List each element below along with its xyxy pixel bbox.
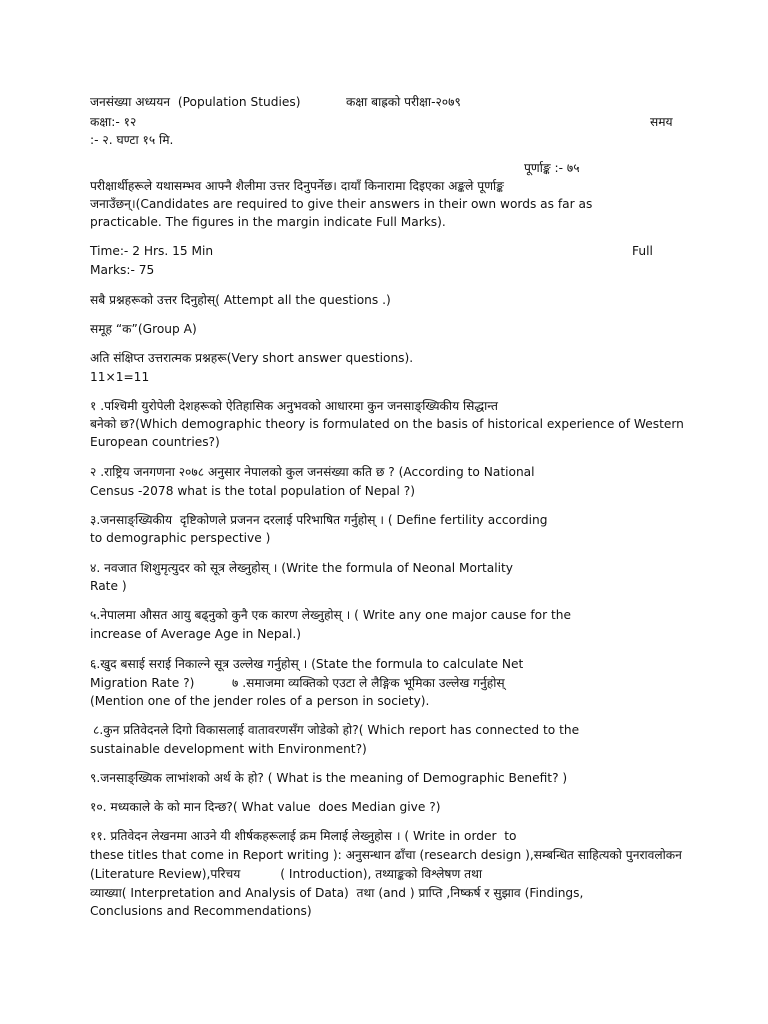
q9-line-1 bbox=[90, 769, 567, 787]
q1-line-3: European countries?) bbox=[90, 435, 220, 449]
full-marks-en-b: Marks:- 75 bbox=[90, 263, 155, 277]
q6-line-2: Migration Rate ?) bbox=[90, 676, 195, 690]
q3-en: ( Define fertility according bbox=[384, 513, 548, 527]
q9-np: ९.जनसाङ्ख्यिक लाभांशको अर्थ के हो? bbox=[90, 771, 264, 785]
instruction-line-3: practicable. The figures in the margin indicate Full Marks). bbox=[90, 215, 446, 229]
q1-line-1: १ .पश्चिमी युरोपेली देशहरूको ऐतिहासिक अनुभवको आधारमा कुन जनसाङ्ख्यिकीय सिद्धान्त bbox=[90, 399, 499, 413]
q4-line-2: Rate ) bbox=[90, 579, 127, 593]
q4-np: ४. नवजात शिशुमृत्युदर को सूत्र लेख्नुहोस् । bbox=[90, 561, 278, 575]
q11-text: ( Interpretation and Analysis of Data) bbox=[121, 886, 357, 900]
q8-line-2: sustainable development with Environment?) bbox=[90, 742, 367, 756]
subject-np: जनसंख्या अध्ययन bbox=[90, 95, 171, 109]
q2-line-1 bbox=[90, 463, 535, 481]
q3-np: ३.जनसाङ्ख्यिकीय दृष्टिकोणले प्रजनन दरलाई परिभाषित गर्नुहोस् । bbox=[90, 513, 384, 527]
q11-text: परिचय bbox=[210, 867, 241, 881]
q11-line-2 bbox=[90, 846, 682, 864]
time-en: Time:- 2 Hrs. 15 Min bbox=[90, 244, 214, 258]
q11-np: ११. प्रतिवेदन लेखनमा आउने यी शीर्षकहरूलाई क्रम मिलाई लेख्नुहोस । bbox=[90, 829, 401, 843]
q8-line-1 bbox=[93, 721, 579, 739]
q4-en: (Write the formula of Neonal Mortality bbox=[277, 561, 513, 575]
q11-text: व्याख्या bbox=[90, 886, 122, 900]
q11-line-5: Conclusions and Recommendations) bbox=[90, 904, 312, 918]
q9-en: ( What is the meaning of Demographic Benefit? ) bbox=[263, 771, 568, 785]
vsaq-en: (Very short answer questions). bbox=[226, 351, 414, 365]
q11-text: तथ्याङ्कको विश्लेषण तथा bbox=[375, 867, 483, 881]
q11-text: तथा bbox=[356, 886, 375, 900]
q11-text: these titles that come in Report writing ): bbox=[90, 848, 346, 862]
q10-en: ( What value does Median give ?) bbox=[232, 800, 441, 814]
q11-text: (research design ), bbox=[415, 848, 534, 862]
q6-np: ६.खुद बसाई सराई निकाल्ने सूत्र उल्लेख गर्नुहोस् । bbox=[90, 657, 308, 671]
q6-line-1 bbox=[90, 655, 523, 673]
q3-line-1 bbox=[90, 511, 547, 529]
q7-line-1: ७ .समाजमा व्यक्तिको एउटा ले लैङ्गिक भूमिका उल्लेख गर्नुहोस् bbox=[232, 676, 505, 690]
q2-np: २ .राष्ट्रिय जनगणना २०७८ अनुसार नेपालको कुल जनसंख्या कति छ ? bbox=[90, 465, 395, 479]
q2-en: (According to National bbox=[394, 465, 535, 479]
q11-text: सम्बन्धित साहित्यको पुनरावलोकन bbox=[533, 848, 682, 862]
q5-line-1 bbox=[90, 606, 571, 624]
header-line-1 bbox=[90, 93, 300, 111]
full-marks-np: पूर्णाङ्क :- ७५ bbox=[524, 161, 580, 175]
attempt-en: ( Attempt all the questions .) bbox=[215, 293, 391, 307]
attempt-all bbox=[90, 291, 391, 309]
q10-line-1 bbox=[90, 798, 440, 816]
time-np-label: समय bbox=[650, 115, 673, 129]
exam-title: कक्षा बाह्रको परीक्षा-२०७९ bbox=[346, 95, 461, 109]
q8-en: ( Which report has connected to the bbox=[358, 723, 580, 737]
q11-en: ( Write in order to bbox=[400, 829, 517, 843]
q1-np-2: बनेको छ? bbox=[90, 417, 136, 431]
instruction-line-1: परीक्षार्थीहरूले यथासम्भव आफ्नै शैलीमा उत्तर दिनुपर्नेछ। दायाँ किनारामा दिइएका अङ्कले पूर्णाङ्क bbox=[90, 179, 504, 193]
q1-en: (Which demographic theory is formulated on the basis of historical experience of Western bbox=[135, 417, 684, 431]
q11-text: (Findings, bbox=[520, 886, 584, 900]
group-np: समूह “क” bbox=[90, 322, 138, 336]
instruction-np: जनाउँछन्। bbox=[90, 197, 136, 211]
subject-en: (Population Studies) bbox=[177, 95, 301, 109]
q11-line-3 bbox=[90, 865, 482, 883]
q11-text: (and ) bbox=[374, 886, 419, 900]
q5-np: ५.नेपालमा औसत आयु बढ्नुको कुनै एक कारण लेख्नुहोस् । bbox=[90, 608, 351, 622]
full-marks-en-a: Full bbox=[632, 244, 653, 258]
q6-en: (State the formula to calculate Net bbox=[307, 657, 524, 671]
q11-text: अनुसन्धान ढाँचा bbox=[345, 848, 416, 862]
q5-line-2: increase of Average Age in Nepal.) bbox=[90, 627, 302, 641]
q11-text: ( Introduction), bbox=[280, 867, 376, 881]
group-en: (Group A) bbox=[137, 322, 197, 336]
q10-np: १०. मध्यकाले के को मान दिन्छ? bbox=[90, 800, 233, 814]
q8-np: ८.कुन प्रतिवेदनले दिगो विकासलाई वातावरणसँग जोडेको हो? bbox=[93, 723, 359, 737]
q7-line-2: (Mention one of the jender roles of a person in society). bbox=[90, 694, 430, 708]
group-heading bbox=[90, 320, 197, 338]
q4-line-1 bbox=[90, 559, 513, 577]
vsaq-heading bbox=[90, 349, 413, 367]
q3-line-2: to demographic perspective ) bbox=[90, 531, 271, 545]
vsaq-np: अति संक्षिप्त उत्तरात्मक प्रश्नहरू bbox=[90, 351, 227, 365]
q5-en: ( Write any one major cause for the bbox=[350, 608, 572, 622]
q2-line-2: Census -2078 what is the total population of Nepal ?) bbox=[90, 484, 416, 498]
attempt-np: सबै प्रश्नहरूको उत्तर दिनुहोस् bbox=[90, 293, 216, 307]
instruction-en: (Candidates are required to give their answers in their own words as far as bbox=[135, 197, 593, 211]
q11-line-1 bbox=[90, 827, 516, 845]
marks-formula: 11×1=11 bbox=[90, 370, 150, 384]
q11-line-4 bbox=[90, 884, 583, 902]
q11-text: (Literature Review), bbox=[90, 867, 211, 881]
class-label: कक्षा:- १२ bbox=[90, 115, 137, 129]
time-np-value: :- २. घण्टा १५ मि. bbox=[90, 133, 174, 147]
q1-line-2 bbox=[90, 415, 684, 433]
q11-text: प्राप्ति ,निष्कर्ष र सुझाव bbox=[418, 886, 521, 900]
instruction-line-2 bbox=[90, 195, 592, 213]
